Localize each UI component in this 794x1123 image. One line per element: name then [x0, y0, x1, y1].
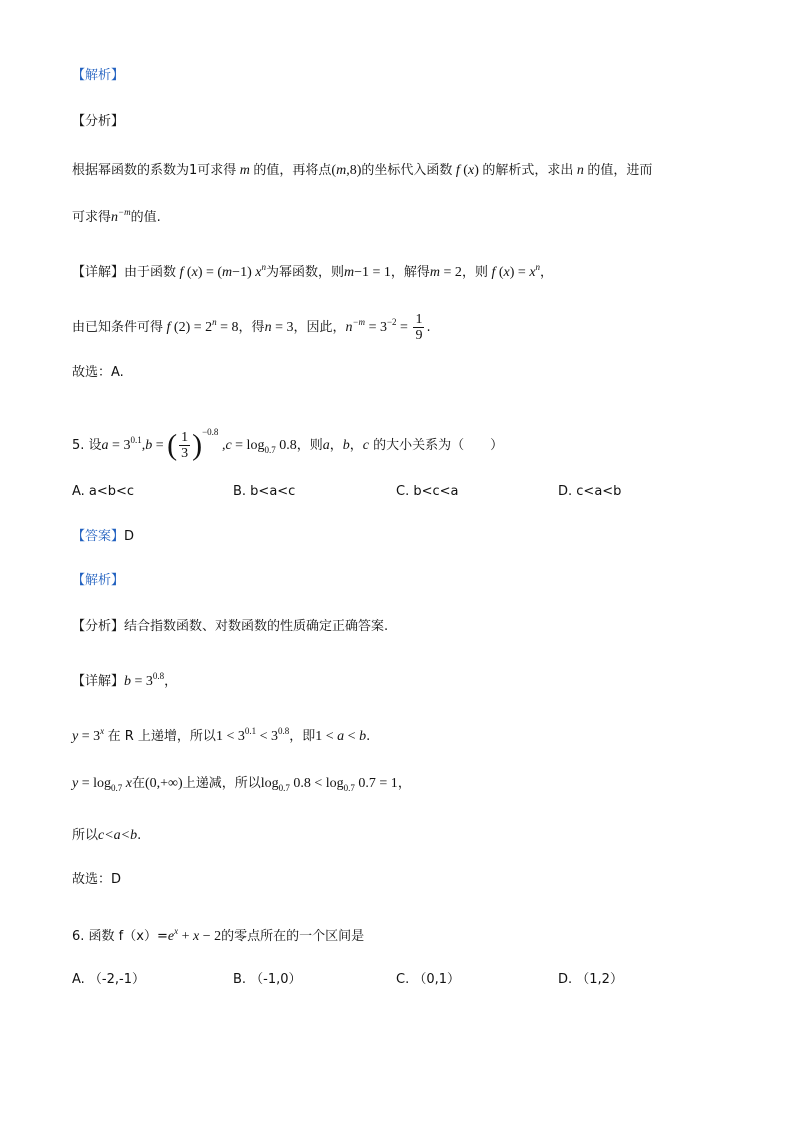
detail-line-6 — [72, 826, 141, 846]
math-m-eq-2: m = 2 — [429, 265, 462, 280]
text-run: 故选：A. — [72, 365, 124, 380]
label-text: 【解析】 — [72, 573, 125, 588]
period: . — [426, 320, 431, 335]
math-sep: , — [141, 438, 146, 453]
q5-option-b — [233, 482, 295, 502]
text-run: 5. 设 — [72, 438, 102, 453]
text-run: ，因此， — [293, 320, 346, 335]
period: . — [366, 729, 371, 744]
option-text: B. （-1,0） — [233, 972, 302, 987]
question-5: 5. 设$a = 3^{0.1},b$ = ( $\frac{1}{3}$ )$^{-0.8}$ $,c = \log_{0.7} 0.8$，则a，b，c 的大小关系为（ ） — [72, 427, 504, 462]
detail-line-5 — [72, 774, 411, 798]
answer-label: 【答案】 — [72, 529, 125, 544]
detail-line-2 — [72, 312, 431, 343]
q6-option-b — [233, 970, 302, 990]
text-run: 在 R 上递增，所以 — [107, 729, 216, 744]
label-text: 【详解】 — [72, 265, 125, 280]
choice-line-1 — [72, 363, 124, 383]
fraction-1-3: $\frac{1}{3}$ — [181, 430, 189, 461]
answer-line — [72, 527, 134, 547]
math-m: m — [236, 163, 254, 178]
text-run: ，则 — [296, 438, 323, 453]
text-run: 的值，再将点 — [253, 163, 332, 178]
analysis-line-3 — [72, 617, 388, 637]
paren-right: ) — [192, 428, 203, 462]
detail-line-1 — [72, 257, 553, 283]
q5-option-c — [396, 482, 459, 502]
math-c: c — [362, 438, 369, 453]
math-n-eq-3: n = 3 — [264, 320, 294, 335]
math-exp: −0.8 — [202, 427, 219, 437]
text-run: ，即 — [289, 729, 316, 744]
math-abc: a — [322, 438, 330, 453]
choice-line-2 — [72, 870, 121, 890]
math-result: $n^{-m} = 3^{-2}$ = — [345, 317, 412, 335]
text-run: 为幂函数，则 — [265, 265, 344, 280]
math-n-neg-m: $n^{-m}$ — [111, 207, 131, 225]
section-label-jiexi-2 — [72, 571, 124, 591]
analysis-line-2 — [72, 202, 161, 228]
math-fx-xn: f $(x) = x^n$ — [487, 262, 541, 280]
text-run: 所以 — [72, 828, 99, 843]
question-6 — [72, 921, 364, 947]
fraction-1-9: $\frac{1}{9}$ — [415, 312, 423, 343]
math-fx-def: f (x) = (m−1) $x^n$ — [176, 262, 266, 280]
math-a-def: $a = 3^{0.1}$ — [101, 435, 142, 453]
option-text: C. （0,1） — [396, 972, 461, 987]
text-run: 根据幂函数的系数为1可求得 — [72, 163, 237, 178]
math-sep2: , — [218, 438, 226, 453]
comma: ， — [397, 776, 411, 791]
option-text: A. （-2,-1） — [72, 972, 145, 987]
text-run: 上递减，所以 — [182, 776, 261, 791]
paren-left: ( — [167, 428, 178, 462]
math-n: n — [573, 163, 588, 178]
math-point: (m,8) — [331, 163, 362, 178]
period: . — [137, 828, 142, 843]
text-run: 结合指数函数、对数函数的性质确定正确答案. — [124, 619, 389, 634]
math-1-a-b: 1 < a < b — [315, 729, 367, 744]
option-text: D. （1,2） — [558, 972, 623, 987]
text-run: 的坐标代入函数 — [361, 163, 453, 178]
text-run: 在 — [131, 776, 145, 791]
text-run: 故选：D — [72, 872, 122, 887]
math-f2: f $(2) = 2^n = 8$ — [163, 317, 239, 335]
math-interval: (0,+∞) — [145, 776, 183, 791]
text-run: 6. 函数 f（x）= — [72, 929, 168, 944]
label-text: 【分析】 — [72, 114, 125, 129]
detail-line-4 — [72, 721, 370, 747]
text-run: 的解析式，求出 — [482, 163, 574, 178]
option-text: B. b<a<c — [233, 484, 296, 499]
text-run: ，得 — [238, 320, 265, 335]
math-log-ineq: $\log_{0.7} 0.8 < \log_{0.7} 0.7 = 1$ — [260, 776, 398, 793]
text-run: ，则 — [461, 265, 488, 280]
math-m-minus-1: m−1 = 1 — [343, 265, 391, 280]
q6-option-a — [72, 970, 145, 990]
label-text: 【分析】 — [72, 619, 125, 634]
section-label-jiexi — [72, 66, 124, 86]
text-run: 的值. — [130, 210, 161, 225]
text-run: ，解得 — [390, 265, 430, 280]
answer-value: D — [124, 529, 135, 544]
math-c-def: $c = \log_{0.7} 0.8$ — [225, 438, 297, 455]
math-y-3x: $y = 3^x$ — [72, 726, 105, 744]
text-run: 的零点所在的一个区间是 — [221, 929, 365, 944]
label-text: 【详解】 — [72, 674, 125, 689]
option-text: D. c<a<b — [558, 484, 622, 499]
math-b-eq: $b = 3^{0.8}$ — [124, 671, 165, 689]
option-text: A. a<b<c — [72, 484, 135, 499]
text-run: 的值，进而 — [587, 163, 653, 178]
math-fx: f (x) — [452, 163, 479, 178]
analysis-line-1 — [72, 161, 652, 181]
text-run: 由于函数 — [124, 265, 177, 280]
math-ineq: $1 < 3^{0.1} < 3^{0.8}$ — [215, 726, 290, 744]
label-text: 【解析】 — [72, 68, 125, 83]
q6-option-d — [558, 970, 623, 990]
text-run: 由已知条件可得 — [72, 320, 164, 335]
q5-option-d — [558, 482, 621, 502]
q6-option-c — [396, 970, 460, 990]
text-run: 可求得 — [72, 210, 112, 225]
math-b-def: b = — [145, 438, 168, 453]
option-text: C. b<c<a — [396, 484, 459, 499]
comma: ， — [164, 674, 178, 689]
math-b: b — [342, 438, 350, 453]
comma: ， — [540, 265, 554, 280]
section-label-fenxi — [72, 112, 124, 132]
math-y-log: $y = \log_{0.7} x$ — [72, 776, 132, 793]
math-c-a-b: c<a<b — [98, 828, 138, 843]
q5-option-a — [72, 482, 134, 502]
math-ex-x-2: $e^x + x - 2$ — [167, 926, 222, 944]
detail-line-3 — [72, 666, 177, 692]
text-run: 的大小关系为（ ） — [373, 438, 504, 453]
